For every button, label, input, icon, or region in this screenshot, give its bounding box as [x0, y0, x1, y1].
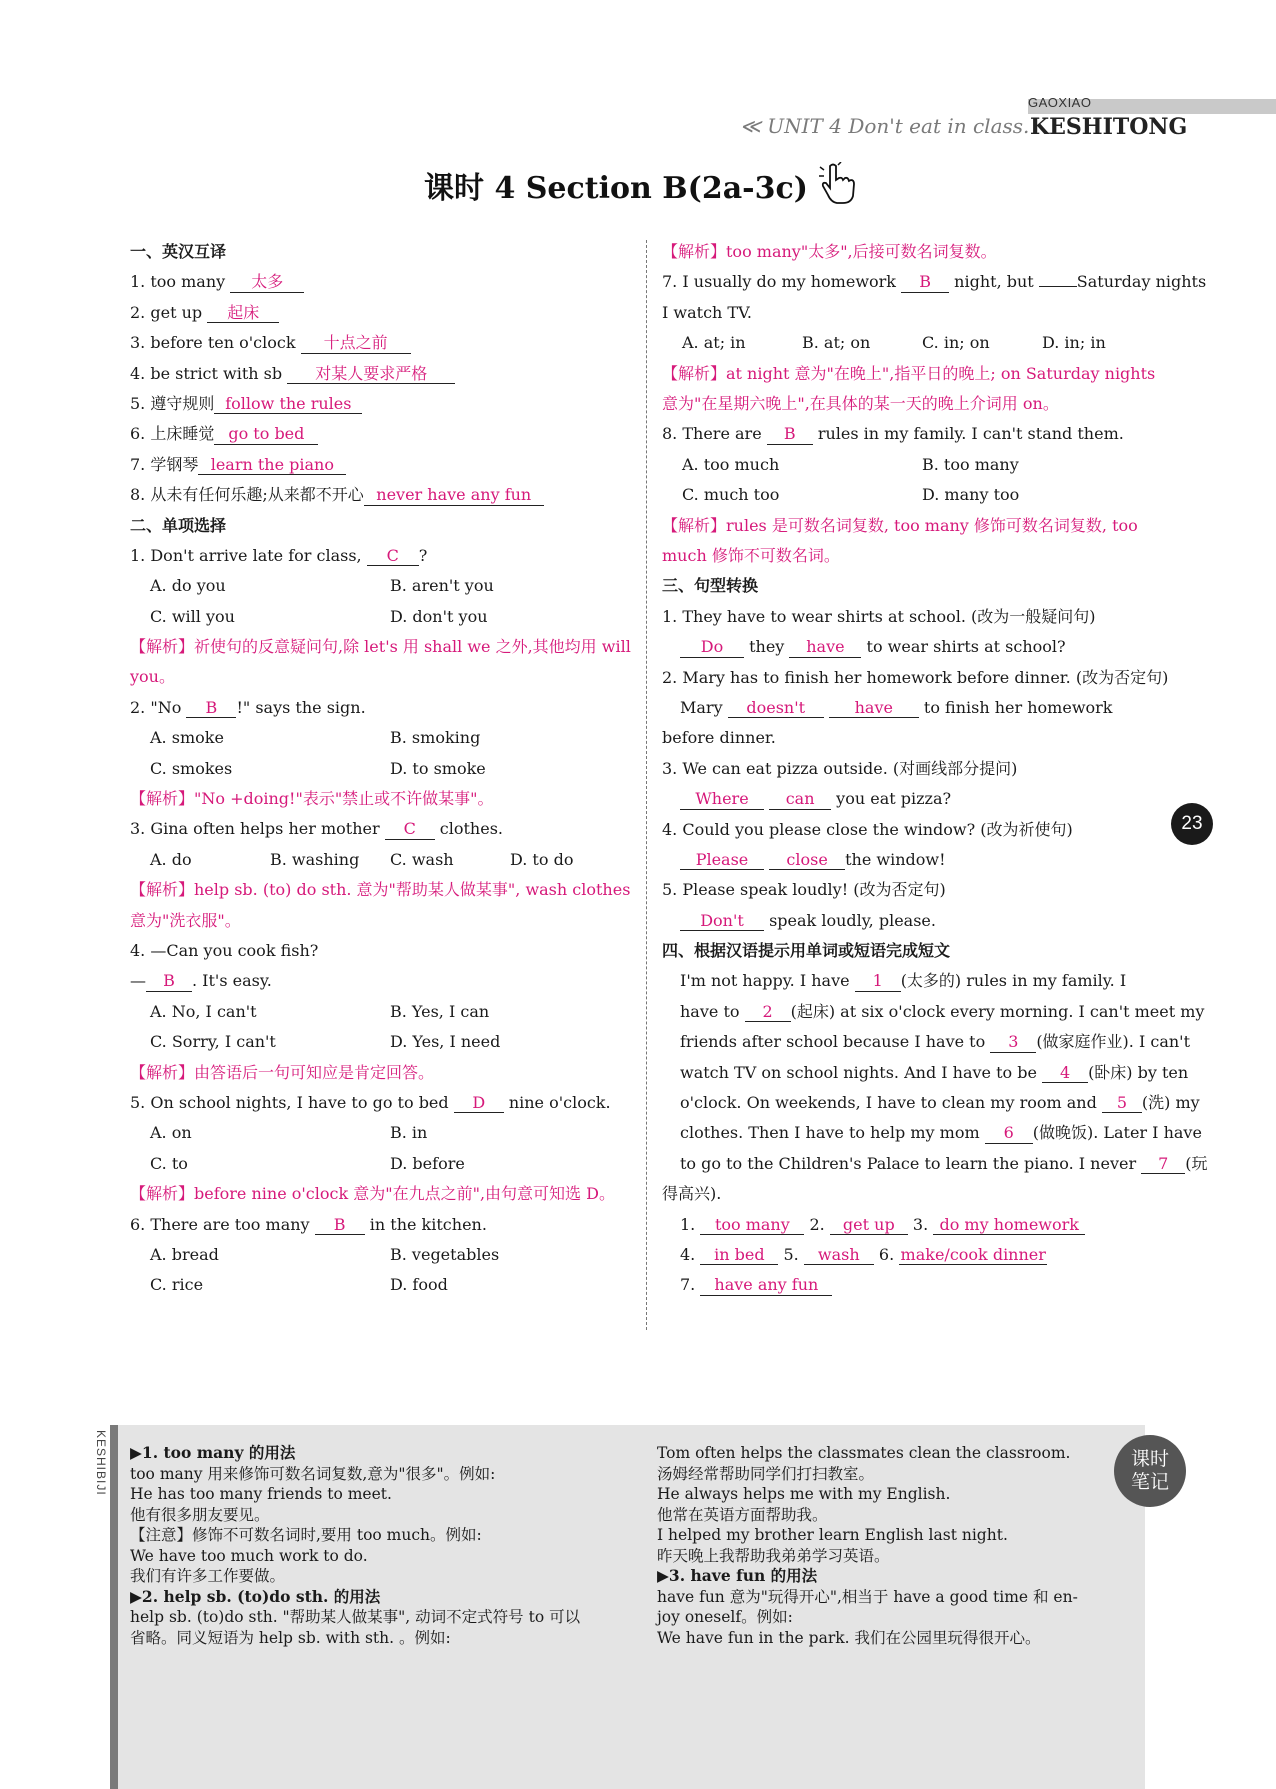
question-line: [130, 814, 635, 844]
question-text: 6. 上床睡觉: [130, 424, 215, 444]
answer-blank: 6: [985, 1124, 1033, 1143]
note-line: 我们有许多工作要做。: [130, 1567, 286, 1585]
line-text: (洗) my: [1141, 1093, 1200, 1113]
option: D. to smoke: [390, 758, 486, 778]
note-line: He always helps me with my English.: [657, 1485, 951, 1503]
answer-blank: C: [385, 820, 435, 839]
option: B. aren't you: [390, 576, 494, 596]
note-line: Tom often helps the classmates clean the classroom.: [657, 1444, 1071, 1462]
question-text: 1. too many: [130, 272, 231, 292]
answer-blank: B: [901, 273, 949, 292]
answer-line: [662, 845, 1166, 875]
question-line: [130, 328, 635, 358]
page-number: 23: [1171, 803, 1213, 845]
answer-line: [662, 693, 1166, 723]
line-text: watch TV on school nights. And I have to be: [680, 1062, 1043, 1082]
options-row: [662, 328, 1166, 358]
option: B. at; on: [802, 333, 871, 353]
question-line: 5. Please speak loudly! (改为否定句): [662, 880, 946, 900]
question-line: [130, 1088, 635, 1118]
answer-blank: 4: [1042, 1064, 1088, 1083]
line-text: 1.: [680, 1214, 701, 1234]
answer-line: [662, 784, 1166, 814]
note-line: We have fun in the park. 我们在公园里玩得很开心。: [657, 1628, 1041, 1647]
section-heading: 一、英汉互译: [130, 242, 227, 261]
question-line: [130, 450, 635, 480]
question-text: ?: [418, 545, 428, 565]
option: A. at; in: [682, 333, 746, 353]
question-line: [662, 267, 1207, 297]
notes-side-bar: [110, 1425, 118, 1789]
options-row: [130, 602, 635, 632]
options-row: [662, 450, 1166, 480]
answer-line: [662, 1058, 1189, 1088]
question-line: [130, 480, 635, 510]
note-line: 昨天晚上我帮助我弟弟学习英语。: [657, 1546, 890, 1565]
question-text: Saturday nights: [1076, 272, 1207, 292]
options-row: [130, 1270, 635, 1300]
line-text: to go to the Children's Palace to learn the piano. I never: [680, 1153, 1142, 1173]
option: D. to do: [510, 849, 574, 869]
question-line: [130, 541, 635, 571]
option: D. before: [390, 1153, 465, 1173]
question-line: [662, 419, 1166, 449]
answer-blank: 对某人要求严格: [287, 365, 455, 384]
note-line: 他有很多朋友要见。: [130, 1505, 270, 1524]
option: B. in: [390, 1123, 428, 1143]
line-text: 3.: [907, 1214, 934, 1234]
option: D. don't you: [390, 606, 488, 626]
question-text: 4. be strict with sb: [130, 363, 288, 383]
option: D. food: [390, 1275, 448, 1295]
notes-badge: [1114, 1435, 1186, 1507]
line-text: 7.: [680, 1275, 701, 1295]
answer-blank: 太多: [230, 273, 304, 292]
options-row: [130, 571, 635, 601]
line-text: the window!: [845, 849, 946, 869]
answer-blank: B: [146, 972, 192, 991]
question-line: [130, 1210, 635, 1240]
question-line: 1. They have to wear shirts at school. (改为一般疑问句): [662, 606, 1096, 626]
answer-blank: in bed: [700, 1246, 778, 1265]
line-text: (卧床) by ten: [1088, 1062, 1189, 1082]
question-text: . It's easy.: [192, 971, 272, 991]
note-line: He has too many friends to meet.: [130, 1485, 392, 1503]
answer-blank: do my homework: [933, 1216, 1085, 1235]
note-line: joy oneself。例如:: [657, 1608, 793, 1626]
line-text: to finish her homework: [918, 697, 1113, 717]
answer-line: [662, 1027, 1191, 1057]
answer-blank: doesn't: [728, 699, 824, 718]
options-row: [130, 1240, 635, 1270]
answer-line: [662, 1088, 1200, 1118]
question-text: —: [130, 971, 146, 991]
line-text: 5.: [778, 1244, 804, 1264]
option: A. bread: [150, 1245, 219, 1264]
question-text: rules in my family. I can't stand them.: [812, 424, 1124, 444]
question-text: 3. before ten o'clock: [130, 333, 301, 353]
note-line: 省略。同义短语为 help sb. with sth. 。例如:: [130, 1628, 451, 1647]
answer-blank: get up: [830, 1216, 908, 1235]
answer-line: [662, 1149, 1208, 1179]
option: C. Sorry, I can't: [150, 1032, 276, 1052]
options-row: [130, 754, 635, 784]
question-text: clothes.: [434, 819, 503, 839]
answer-blank: close: [769, 851, 845, 870]
option: A. do: [150, 849, 192, 869]
note-line: We have too much work to do.: [130, 1546, 368, 1565]
question-line: 得高兴).: [662, 1184, 722, 1204]
line-text: (太多的) rules in my family. I: [900, 971, 1127, 991]
notes-badge-label: 课时 笔记: [1130, 1448, 1169, 1493]
left-column: [130, 237, 635, 1301]
answer-blank: have: [789, 638, 861, 657]
question-text: 1. Don't arrive late for class,: [130, 545, 367, 565]
option: C. rice: [150, 1275, 204, 1295]
question-text: 7. 学钢琴: [130, 454, 199, 474]
option: C. much too: [682, 485, 780, 505]
note-heading: ▶1. too many 的用法: [130, 1443, 296, 1462]
options-row: [662, 480, 1166, 510]
answer-blank: B: [767, 425, 813, 444]
options-row: [130, 845, 635, 875]
options-row: [130, 1027, 635, 1057]
answer-line: [662, 966, 1166, 996]
answer-blank: C: [367, 547, 419, 566]
question-text: 5. On school nights, I have to go to bed: [130, 1093, 454, 1113]
option: C. to: [150, 1153, 188, 1173]
line-text: Mary: [680, 697, 728, 717]
answer-blank: 2: [745, 1003, 791, 1022]
line-text: clothes. Then I have to help my mom: [680, 1123, 985, 1143]
option: B. Yes, I can: [390, 1001, 490, 1021]
section-heading: 四、根据汉语提示用单词或短语完成短文: [662, 941, 951, 961]
answer-line: [662, 632, 1166, 662]
line-text: speak loudly, please.: [764, 910, 936, 930]
line-text: friends after school because I have to: [680, 1032, 991, 1052]
question-line: [130, 966, 635, 996]
question-text: 8. There are: [662, 424, 767, 444]
question-line: 4. —Can you cook fish?: [130, 941, 319, 961]
answer-blank: 5: [1102, 1094, 1142, 1113]
question-line: [130, 298, 635, 328]
notes-side-label: KESHIBIJI: [94, 1430, 108, 1496]
answer-blank: follow the rules: [214, 395, 362, 414]
answer-blank: have any fun: [700, 1276, 832, 1295]
option: D. Yes, I need: [390, 1032, 501, 1052]
line-text: to wear shirts at school?: [861, 637, 1066, 657]
question-line: [130, 359, 635, 389]
answer-line: [662, 1270, 1166, 1300]
line-text: (玩: [1185, 1153, 1208, 1173]
answer-blank: 十点之前: [301, 334, 411, 353]
option: D. many too: [922, 485, 1020, 505]
answer-blank: D: [454, 1094, 504, 1113]
line-text: 6.: [873, 1244, 900, 1264]
question-text: 2. get up: [130, 302, 208, 322]
note-heading: ▶3. have fun 的用法: [657, 1566, 818, 1585]
answer-blank: wash: [804, 1246, 874, 1265]
answer-blank: never have any fun: [364, 486, 544, 505]
explanation: 【解析】too many"太多",后接可数名词复数。: [662, 242, 997, 261]
answer-line: [662, 997, 1205, 1027]
answer-blank: B: [315, 1216, 365, 1235]
line-text: 4.: [680, 1244, 701, 1264]
answer-blank: B: [186, 699, 236, 718]
column-divider: [646, 240, 647, 1330]
pointing-hand-icon: [818, 162, 858, 206]
option: C. wash: [390, 849, 454, 869]
answer-blank: Please: [680, 851, 764, 870]
question-line: [130, 389, 635, 419]
header-gaoxiao: GAOXIAO: [1028, 95, 1092, 110]
answer-blank: 7: [1141, 1155, 1185, 1174]
question-text: 8. 从未有任何乐趣;从来都不开心: [130, 485, 364, 505]
option: D. in; in: [1042, 333, 1106, 353]
line-text: I'm not happy. I have: [680, 971, 855, 991]
question-text: in the kitchen.: [364, 1214, 487, 1234]
header-unit: ≪ UNIT 4 Don't eat in class.: [740, 114, 1030, 138]
answer-blank: 3: [990, 1033, 1036, 1052]
option: A. smoke: [150, 728, 224, 748]
answer-blank: can: [769, 790, 831, 809]
question-text: 3. Gina often helps her mother: [130, 819, 385, 839]
explanation: 【解析】祈使句的反意疑问句,除 let's 用 shall we 之外,其他均用 will you。: [130, 637, 631, 687]
answer-line: [662, 1118, 1202, 1148]
answer-blank: [1039, 286, 1077, 287]
question-text: 2. "No: [130, 697, 187, 717]
option: C. will you: [150, 606, 235, 626]
answer-blank: go to bed: [214, 425, 318, 444]
question-line: 4. Could you please close the window? (改为祈使句): [662, 819, 1073, 839]
line-text: (做晚饭). Later I have: [1032, 1123, 1202, 1143]
option: C. in; on: [922, 333, 990, 353]
question-text: night, but: [949, 272, 1039, 292]
question-line: [130, 693, 635, 723]
explanation: 【解析】rules 是可数名词复数, too many 修饰可数名词复数, too much 修饰不可数名词。: [662, 515, 1138, 565]
notes-right-column: [657, 1443, 1117, 1648]
line-text: have to: [680, 1001, 745, 1021]
answer-blank: Don't: [680, 912, 764, 931]
note-heading: ▶2. help sb. (to)do sth. 的用法: [130, 1586, 381, 1606]
answer-blank: learn the piano: [198, 456, 346, 475]
answer-blank: have: [829, 699, 919, 718]
answer-blank: Where: [680, 790, 764, 809]
question-line: [130, 419, 635, 449]
answer-line: [662, 1210, 1166, 1240]
question-line: 2. Mary has to finish her homework before dinner. (改为否定句): [662, 667, 1169, 687]
option: B. washing: [270, 849, 360, 869]
answer-blank: 1: [855, 972, 901, 991]
notes-left-column: [130, 1443, 640, 1648]
note-line: I helped my brother learn English last night.: [657, 1526, 1008, 1544]
note-line: have fun 意为"玩得开心",相当于 have a good time 和 en-: [657, 1587, 1078, 1606]
question-text: 6. There are too many: [130, 1214, 315, 1234]
note-line: 他常在英语方面帮助我。: [657, 1505, 828, 1524]
question-text: nine o'clock.: [503, 1093, 611, 1113]
options-row: [130, 723, 635, 753]
line-text: they: [744, 637, 790, 657]
question-text: !" says the sign.: [236, 697, 366, 717]
option: A. do you: [150, 576, 226, 596]
answer-blank: make/cook dinner: [900, 1244, 1046, 1264]
explanation: 【解析】help sb. (to) do sth. 意为"帮助某人做某事", wash clothes 意为"洗衣服"。: [130, 880, 631, 930]
explanation: 【解析】由答语后一句可知应是肯定回答。: [130, 1062, 435, 1082]
double-chevron-left-icon: ≪: [740, 114, 768, 138]
option: B. smoking: [390, 728, 481, 748]
explanation: 【解析】"No +doing!"表示"禁止或不许做某事"。: [130, 789, 494, 809]
note-line: help sb. (to)do sth. "帮助某人做某事", 动词不定式符号 to 可以: [130, 1608, 581, 1626]
line-text: 2.: [804, 1214, 830, 1234]
answer-blank: too many: [700, 1216, 804, 1235]
option: A. No, I can't: [150, 1001, 257, 1021]
line-text: (起床) at six o'clock every morning. I can't meet my: [790, 1001, 1205, 1021]
note-line: 汤姆经常帮助同学们打扫教室。: [657, 1464, 875, 1483]
answer-line: [662, 1240, 1166, 1270]
answer-blank: Do: [680, 638, 744, 657]
question-text: 5. 遵守规则: [130, 393, 215, 413]
question-line: 3. We can eat pizza outside. (对画线部分提问): [662, 758, 1018, 778]
question-line: before dinner.: [662, 728, 776, 748]
options-row: [130, 1149, 635, 1179]
options-row: [130, 1118, 635, 1148]
line-text: you eat pizza?: [831, 789, 952, 809]
question-text: 7. I usually do my homework: [662, 272, 902, 292]
option: B. vegetables: [390, 1245, 500, 1264]
explanation: 【解析】at night 意为"在晚上",指平日的晚上; on Saturday nights 意为"在星期六晚上",在具体的某一天的晚上介词用 on。: [662, 363, 1156, 413]
question-line: [130, 267, 635, 297]
section-heading: 二、单项选择: [130, 515, 227, 535]
note-line: too many 用来修饰可数名词复数,意为"很多"。例如:: [130, 1464, 496, 1483]
answer-line: [662, 906, 1166, 936]
explanation: 【解析】before nine o'clock 意为"在九点之前",由句意可知选 D。: [130, 1184, 615, 1204]
options-row: [130, 997, 635, 1027]
section-heading: 三、句型转换: [662, 576, 759, 596]
header-brand: KESHITONG: [1030, 114, 1188, 140]
answer-blank: 起床: [207, 304, 279, 323]
line-text: o'clock. On weekends, I have to clean my room and: [680, 1093, 1102, 1113]
option: A. too much: [682, 454, 780, 474]
question-line: I watch TV.: [662, 302, 752, 322]
page-title: 课时 4 Section B(2a-3c): [424, 162, 858, 207]
note-line: 【注意】修饰不可数名词时,要用 too much。例如:: [130, 1526, 482, 1544]
option: B. too many: [922, 454, 1019, 474]
line-text: (做家庭作业). I can't: [1036, 1032, 1191, 1052]
option: A. on: [150, 1123, 192, 1143]
option: C. smokes: [150, 758, 233, 778]
